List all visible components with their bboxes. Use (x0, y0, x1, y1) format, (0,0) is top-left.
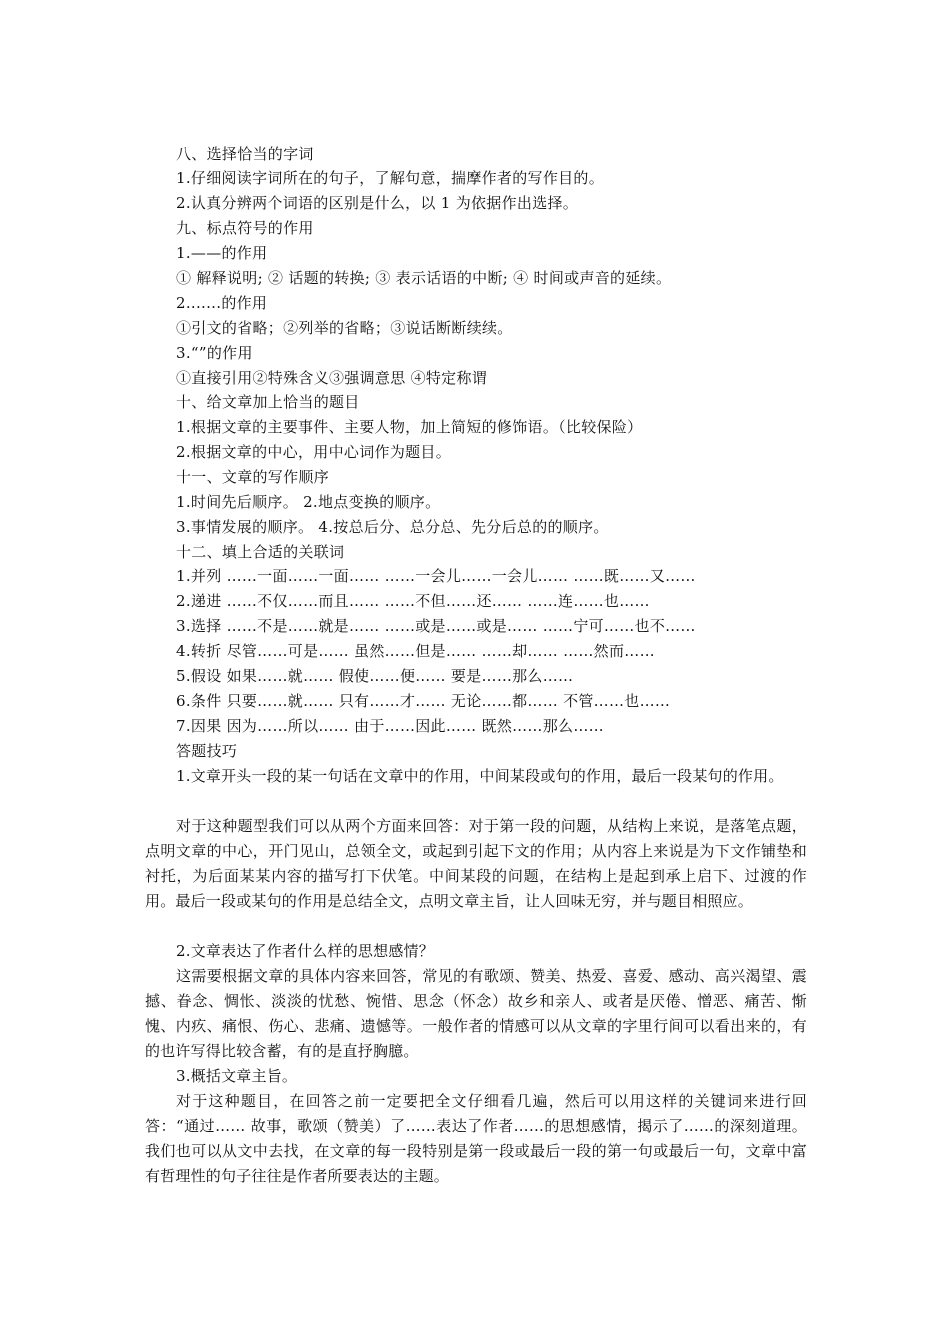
section-11-item-1: 1.时间先后顺序。 2.地点变换的顺序。 (176, 493, 441, 511)
section-12-heading: 十二、填上合适的关联词 (176, 543, 345, 561)
section-12-item-1: 1.并列 ……一面……一面…… ……一会儿……一会儿…… ……既……又…… (176, 567, 696, 585)
tips-paragraph-1: 1.文章开头一段的某一句话在文章中的作用，中间某段或句的作用，最后一段某句的作用。 (176, 767, 784, 785)
section-10-item-2: 2.根据文章的中心，用中心词作为题目。 (176, 443, 452, 461)
section-10-heading: 十、给文章加上恰当的题目 (176, 393, 360, 411)
tips-heading: 答题技巧 (176, 742, 238, 760)
section-9-heading: 九、标点符号的作用 (176, 219, 314, 237)
section-9-item-3: 3.“”的作用 (176, 344, 253, 362)
section-12-item-4: 4.转折 尽管……可是…… 虽然……但是…… ……却…… ……然而…… (176, 642, 655, 660)
tips-paragraph-5: 3.概括文章主旨。 (176, 1067, 298, 1085)
section-9-item-1: 1.——的作用 (176, 244, 268, 262)
section-12-item-6: 6.条件 只要……就…… 只有……才…… 无论……都…… 不管……也…… (176, 692, 671, 710)
tips-paragraph-4: 这需要根据文章的具体内容来回答，常见的有歌颂、赞美、热爱、喜爱、感动、高兴渴望、震撼、眷念、惆怅、淡淡的忧愁、惋惜、思念（怀念）故乡和亲人、或者是厌倦、憎恶、痛苦、惭愧、内疚、痛恨、伤心、悲痛、遗憾等。一般作者的情感可以从文章的字里行间可以看出来的，有的也许写得比较含蓄，有的是直抒胸臆。 (145, 967, 807, 1060)
tips-paragraph-2: 对于这种题型我们可以从两个方面来回答：对于第一段的问题，从结构上来说，是落笔点题，点明文章的中心，开门见山，总领全文，或起到引起下文的作用；从内容上来说是为下文作铺垫和衬托，为后面某某内容的描写打下伏笔。中间某段的问题，在结构上是起到承上启下、过渡的作用。最后一段或某句的作用是总结全文，点明文章主旨，让人回味无穷，并与题目相照应。 (145, 817, 807, 910)
section-9-item-2: 2.......的作用 (176, 294, 268, 312)
section-8-item-1: 1.仔细阅读字词所在的句子，了解句意，揣摩作者的写作目的。 (176, 169, 605, 187)
section-10-item-1: 1.根据文章的主要事件、主要人物，加上简短的修饰语。（比较保险） (176, 418, 643, 436)
section-12-item-3: 3.选择 ……不是……就是…… ……或是……或是…… ……宁可……也不…… (176, 617, 696, 635)
section-11-item-2: 3.事情发展的顺序。 4.按总后分、总分总、先分后总的的顺序。 (176, 518, 609, 536)
section-12-item-5: 5.假设 如果……就…… 假使……便…… 要是……那么…… (176, 667, 574, 685)
section-9-item-3-detail: ①直接引用②特殊含义③强调意思 ④特定称谓 (176, 369, 488, 387)
tips-paragraph-3: 2.文章表达了作者什么样的思想感情？ (176, 942, 434, 960)
tips-paragraph-6: 对于这种题目，在回答之前一定要把全文仔细看几遍，然后可以用这样的关键词来进行回答：“通过…… 故事，歌颂（赞美）了……表达了作者……的思想感情，揭示了……的深刻道理。我们也可以从文中去找，在文章的每一段特别是第一段或最后一段的第一句或最后一句，文章中富有哲理性的句子往往是作者所要表达的主题。 (145, 1092, 807, 1185)
section-9-item-2-detail: ①引文的省略；②列举的省略；③说话断断续续。 (176, 319, 513, 337)
section-12-item-2: 2.递进 ……不仅……而且…… ……不但……还…… ……连……也…… (176, 592, 650, 610)
section-8-item-2: 2.认真分辨两个词语的区别是什么，以 1 为依据作出选择。 (176, 194, 579, 212)
section-11-heading: 十一、文章的写作顺序 (176, 468, 330, 486)
section-12-item-7: 7.因果 因为……所以…… 由于……因此…… 既然……那么…… (176, 717, 604, 735)
section-9-item-1-detail: ① 解释说明; ② 话题的转换; ③ 表示话语的中断; ④ 时间或声音的延续。 (176, 269, 672, 287)
section-8-heading: 八、选择恰当的字词 (176, 145, 314, 163)
